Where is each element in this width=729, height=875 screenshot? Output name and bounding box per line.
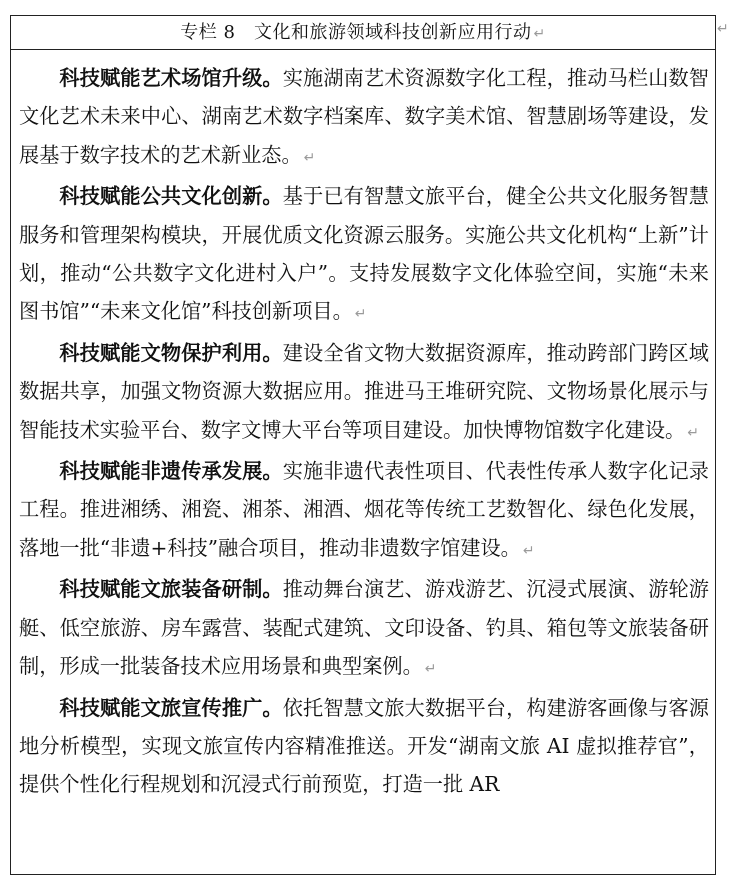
paragraph-lead: 科技赋能文物保护利用。 [59, 340, 283, 365]
paragraph-mark-icon: ↵ [687, 424, 699, 441]
paragraph-public-culture [19, 177, 709, 334]
paragraph-body: 推动舞台演艺、游戏游艺、沉浸式展演、游轮游艇、低空旅游、房车露营、装配式建筑、文印设备、钓具、箱包等文旅装备研制，形成一批装备技术应用场景和典型案例。 [19, 577, 709, 679]
paragraph-body: 建设全省文物大数据资源库，推动跨部门跨区域数据共享，加强文物资源大数据应用。推进马王堆研究院、文物场景化展示与智能技术实验平台、数字文博大平台等项目建设。加快博物馆数字化建设。 [19, 340, 709, 442]
paragraph-lead: 科技赋能文旅宣传推广。 [59, 695, 283, 720]
paragraph-relics [19, 334, 709, 452]
paragraph-mark-icon: ↵ [424, 661, 437, 678]
paragraph-mark-icon: ↵ [522, 542, 535, 559]
paragraph-lead: 科技赋能艺术场馆升级。 [59, 66, 283, 90]
paragraph-body: 基于已有智慧文旅平台，健全公共文化服务智慧服务和管理架构模块，开展优质文化资源云服务。实施公共文化机构“上新”计划，推动“公共数字文化进村入户”。支持发展数字文化体验空间，实施“未来图书馆”“未来文化馆”科技创新项目。 [19, 184, 709, 324]
paragraph-intangible-heritage [19, 452, 709, 570]
feature-box [10, 15, 716, 875]
paragraph-promotion [19, 689, 709, 807]
paragraph-body: 实施非遗代表性项目、代表性传承人数字化记录工程。推进湘绣、湘瓷、湘茶、湘酒、烟花等传统工艺数智化、绿色化发展，落地一批“非遗+科技”融合项目，推动非遗数字馆建设。 [19, 459, 709, 560]
paragraph-body: 实施湖南艺术资源数字化工程，推动马栏山数智文化艺术未来中心、湖南艺术数字档案库、数字美术馆、智慧剧场等建设，发展基于数字技术的艺术新业态。 [19, 66, 709, 167]
paragraph-lead: 科技赋能公共文化创新。 [59, 184, 283, 209]
box-title-row [11, 16, 715, 50]
paragraph-mark-icon: ↵ [354, 306, 367, 323]
paragraph-body: 依托智慧文旅大数据平台，构建游客画像与客源地分析模型，实现文旅宣传内容精准推送。开发“湖南文旅 AI 虚拟推荐官”，提供个性化行程规划和沉浸式行前预览，打造一批 AR [19, 695, 709, 797]
paragraph-mark-icon: ↵ [303, 149, 316, 166]
box-title: 专栏 8 文化和旅游领域科技创新应用行动 [180, 22, 532, 43]
paragraph-mark-icon: ↵ [533, 26, 546, 42]
paragraph-lead: 科技赋能非遗传承发展。 [59, 459, 283, 484]
paragraph-equipment [19, 570, 709, 688]
paragraph-mark-icon: ↵ [717, 21, 729, 37]
paragraph-lead: 科技赋能文旅装备研制。 [59, 577, 283, 602]
box-content [19, 59, 709, 807]
paragraph-art-venues [19, 59, 709, 177]
